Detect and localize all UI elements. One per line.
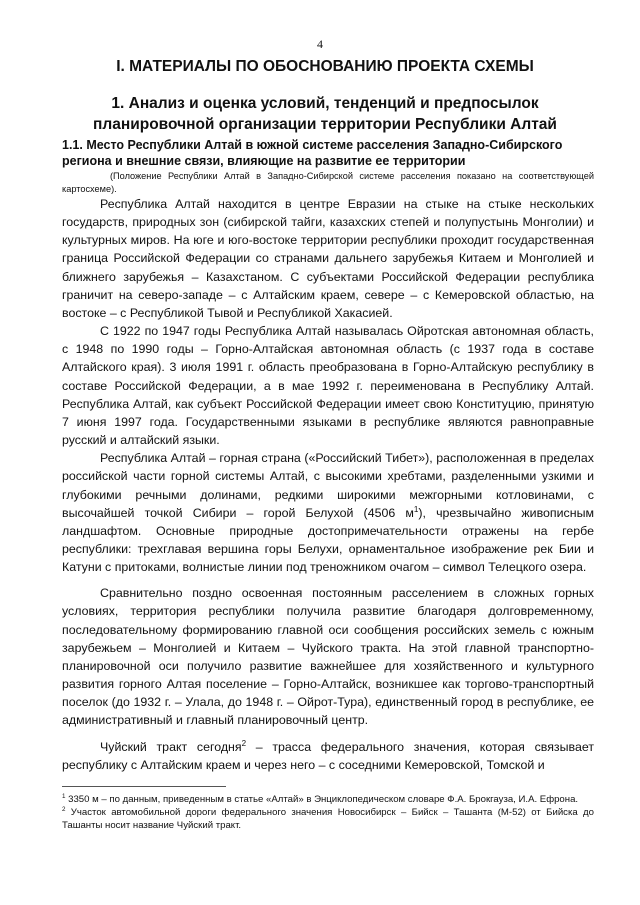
- footnote-text: 3350 м – по данным, приведенным в статье «Алтай» в Энциклопедическом словаре Ф.А. Брокгауза, И.А. Ефрона.: [65, 794, 579, 805]
- paragraph: [62, 738, 594, 774]
- paragraph: С 1922 по 1947 годы Республика Алтай называлась Ойротская автономная область, с 1948 по 1990 годы – Горно-Алтайская автономная область (с 1937 года в составе Алтайского края). 3 июля 1991 г. область преобразована в Горно-Алтайскую республику в составе Российской Федерации, а в мае 1992 г. переименована в Республику Алтай. Республика Алтай, как субъект Российской Федерации имеет свою Конституцию, принятую 7 июня 1997 года. Государственными языками в республике являются равноправные русский и алтайский языки.: [62, 324, 594, 448]
- footnotes: [62, 793, 594, 832]
- footnote-divider: [62, 786, 226, 787]
- paragraph-text: Республика Алтай – горная страна («Российский Тибет»), расположенная в пределах российской части горной системы Алтай, с высокими хребтами, разделенными узкими и глубокими речными долинами, редкими широкими межгорными котловинами, с высочайшей точкой Сибири – горой Белухой (4506 м: [62, 451, 594, 520]
- paragraph-text: ), чрезвычайно живописным ландшафтом. Основные природные достопримечательности отражены на гербе республики: трехглавая вершина горы Белухи, орнаментальное изображение рек Бии и Катуни с притоками, волнистые линии под треножником очагом – символ Телецкого озера.: [62, 505, 594, 575]
- body-text: [62, 195, 594, 774]
- paragraph: Сравнительно поздно освоенная постоянным расселением в сложных горных условиях, территория республики получила развитие благодаря долговременному, последовательному формированию главной оси сообщения российских земель с южным зарубежьем – Монголией и Китаем – Чуйского тракта. На этой главной транспортно-планировочной оси получило развитие важнейшее для хозяйственного и культурного развития горного Алтая поселение – Горно-Алтайск, возникшее как торгово-транспортный поселок (до 1932 г. – Улала, до 1948 г. – Ойрот-Тура), единственный город в республике, ее административный и главный планировочный центр.: [62, 586, 594, 728]
- footnote: [62, 806, 594, 832]
- subsection-title: 1.1. Место Республики Алтай в южной системе расселения Западно-Сибирского региона и внешние связи, влияющие на развитие ее территории: [62, 138, 563, 168]
- paragraph-text: – трасса федерального значения, которая связывает республику с Алтайским краем и через него – с соседними Кемеровской, Томской и: [62, 739, 594, 772]
- paragraph: [62, 449, 594, 576]
- section-title: I. МАТЕРИАЛЫ ПО ОБОСНОВАНИЮ ПРОЕКТА СХЕМЫ: [116, 58, 534, 75]
- map-note: (Положение Республики Алтай в Западно-Сибирской системе расселения показано на соответствующей картосхеме).: [62, 171, 594, 194]
- footnote-ref[interactable]: 2: [241, 738, 247, 748]
- footnote-mark: 2: [62, 805, 66, 813]
- footnote-mark: 1: [62, 792, 66, 800]
- paragraph-text: Чуйский тракт сегодня: [100, 739, 242, 754]
- paragraph: Республика Алтай находится в центре Евразии на стыке на стыке нескольких государств, природных зон (сибирской тайги, казахских степей и полупустынь Монголии) и культурных миров. На юге и юго-востоке территории республики проходит государственная граница Российской Федерации со странами дальнего зарубежья Китаем и Монголией и ближнего зарубежья – Казахстаном. С субъектами Российской Федерации республика граничит на северо-западе – с Алтайским краем, севере – с Кемеровской областью, на востоке – с Республикой Тывой и Республикой Хакасией.: [62, 197, 594, 320]
- chapter-title: 1. Анализ и оценка условий, тенденций и предпосылок планировочной организации территории Республики Алтай: [93, 95, 557, 133]
- footnote-text: Участок автомобильной дороги федерального значения Новосибирск – Бийск – Ташанта (М-52) от Бийска до Ташанты носит название Чуйский тракт.: [62, 807, 594, 831]
- page-number: 4: [317, 37, 323, 51]
- footnote: [62, 793, 594, 806]
- footnote-ref[interactable]: 1: [413, 504, 419, 514]
